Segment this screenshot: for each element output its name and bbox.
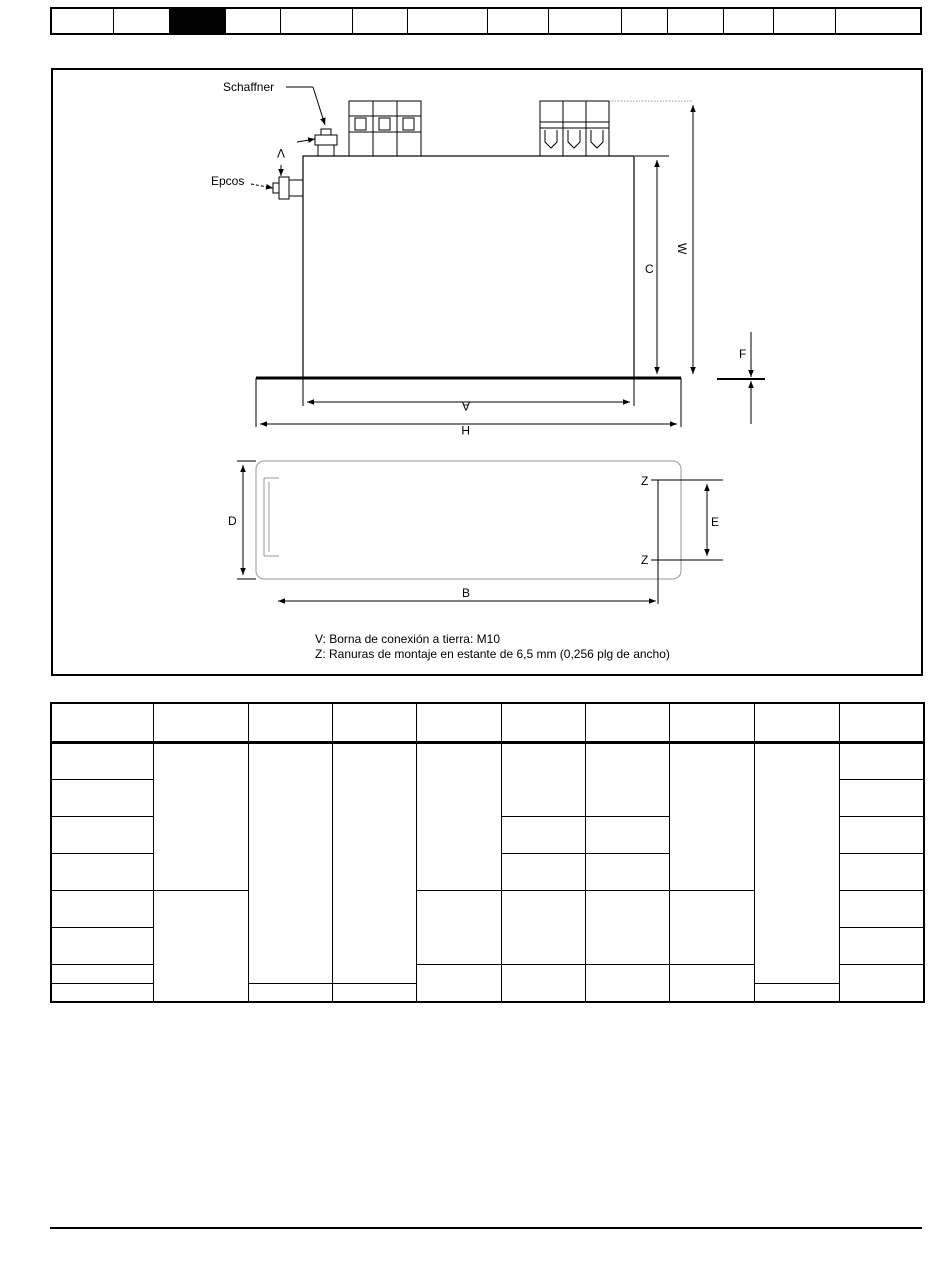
table-cell: [839, 742, 924, 779]
table-cell: [669, 890, 754, 964]
table-cell: [754, 983, 839, 1002]
table-header-cell: [248, 703, 332, 742]
table-cell: [839, 816, 924, 853]
label-epcos: Epcos: [211, 174, 245, 188]
nav-tab-11[interactable]: [668, 9, 724, 33]
table-cell: [153, 742, 248, 890]
table-cell: [839, 853, 924, 890]
table-cell: [416, 890, 501, 964]
table-cell: [585, 890, 669, 964]
table-cell: [332, 742, 416, 983]
table-cell: [248, 983, 332, 1002]
nav-tab-13[interactable]: [774, 9, 836, 33]
epcos-earth-stud: [273, 177, 303, 199]
nav-tab-1[interactable]: [52, 9, 114, 33]
dimension-table: [50, 702, 925, 1003]
nav-tab-14[interactable]: [836, 9, 920, 33]
table-cell: [839, 779, 924, 816]
label-a: A: [461, 399, 470, 413]
nav-tab-9[interactable]: [549, 9, 622, 33]
label-w: W: [675, 243, 689, 255]
label-z-bottom: Z: [641, 553, 649, 567]
table-cell: [754, 742, 839, 983]
table-cell: [585, 964, 669, 1002]
table-cell: [51, 890, 153, 927]
label-c: C: [645, 262, 654, 276]
table-cell: [51, 964, 153, 983]
label-b: B: [462, 586, 471, 600]
label-h: H: [461, 423, 470, 437]
filter-dimension-drawing: [51, 68, 923, 676]
table-header-cell: [153, 703, 248, 742]
label-f: F: [739, 347, 747, 361]
nav-tab-10[interactable]: [622, 9, 668, 33]
note-v-earth-terminal: V: Borna de conexión a tierra: M10: [315, 632, 500, 646]
table-cell: [585, 816, 669, 853]
filter-body-front: [303, 156, 634, 378]
table-cell: [585, 742, 669, 816]
table-cell: [501, 964, 585, 1002]
label-v: V: [276, 146, 285, 160]
table-cell: [51, 742, 153, 779]
table-cell: [669, 742, 754, 890]
section-nav-strip: [50, 7, 922, 35]
nav-tab-8[interactable]: [488, 9, 549, 33]
table-header-cell: [585, 703, 669, 742]
table-cell: [669, 964, 754, 1002]
table-cell: [501, 853, 585, 890]
table-cell: [585, 853, 669, 890]
table-header-cell: [754, 703, 839, 742]
table-cell: [839, 964, 924, 1002]
terminal-block-left: [349, 101, 421, 156]
table-row: [51, 742, 924, 779]
footer-rule: [50, 1227, 922, 1229]
nav-tab-12[interactable]: [724, 9, 774, 33]
table-cell: [501, 890, 585, 964]
table-cell: [51, 853, 153, 890]
table-cell: [839, 890, 924, 927]
table-cell: [501, 742, 585, 816]
table-cell: [248, 742, 332, 983]
terminal-block-right: [540, 101, 609, 156]
filter-body-top-view: [256, 461, 681, 579]
table-header-cell: [51, 703, 153, 742]
table-header-cell: [416, 703, 501, 742]
table-cell: [51, 816, 153, 853]
table-cell: [51, 927, 153, 964]
label-e: E: [711, 515, 720, 529]
table-header-cell: [501, 703, 585, 742]
table-cell: [51, 779, 153, 816]
table-header-cell: [669, 703, 754, 742]
nav-tab-7[interactable]: [408, 9, 488, 33]
table-cell: [839, 927, 924, 964]
table-header-cell: [839, 703, 924, 742]
nav-tab-6[interactable]: [353, 9, 408, 33]
drawing-svg: [53, 70, 921, 674]
nav-tab-3-active[interactable]: [170, 9, 226, 33]
label-z-top: Z: [641, 474, 649, 488]
table-cell: [416, 964, 501, 1002]
nav-tab-4[interactable]: [226, 9, 281, 33]
table-cell: [51, 983, 153, 1002]
table-header-row: [51, 703, 924, 742]
nav-tab-2[interactable]: [114, 9, 170, 33]
table-cell: [153, 890, 248, 1002]
schaffner-earth-stud: [315, 129, 337, 156]
table-cell: [501, 816, 585, 853]
nav-tab-5[interactable]: [281, 9, 353, 33]
label-schaffner: Schaffner: [223, 80, 275, 94]
table-header-cell: [332, 703, 416, 742]
table-cell: [416, 742, 501, 890]
note-z-mounting-slots: Z: Ranuras de montaje en estante de 6,5 mm (0,256 plg de ancho): [315, 647, 670, 661]
table-cell: [332, 983, 416, 1002]
label-d: D: [228, 514, 237, 528]
